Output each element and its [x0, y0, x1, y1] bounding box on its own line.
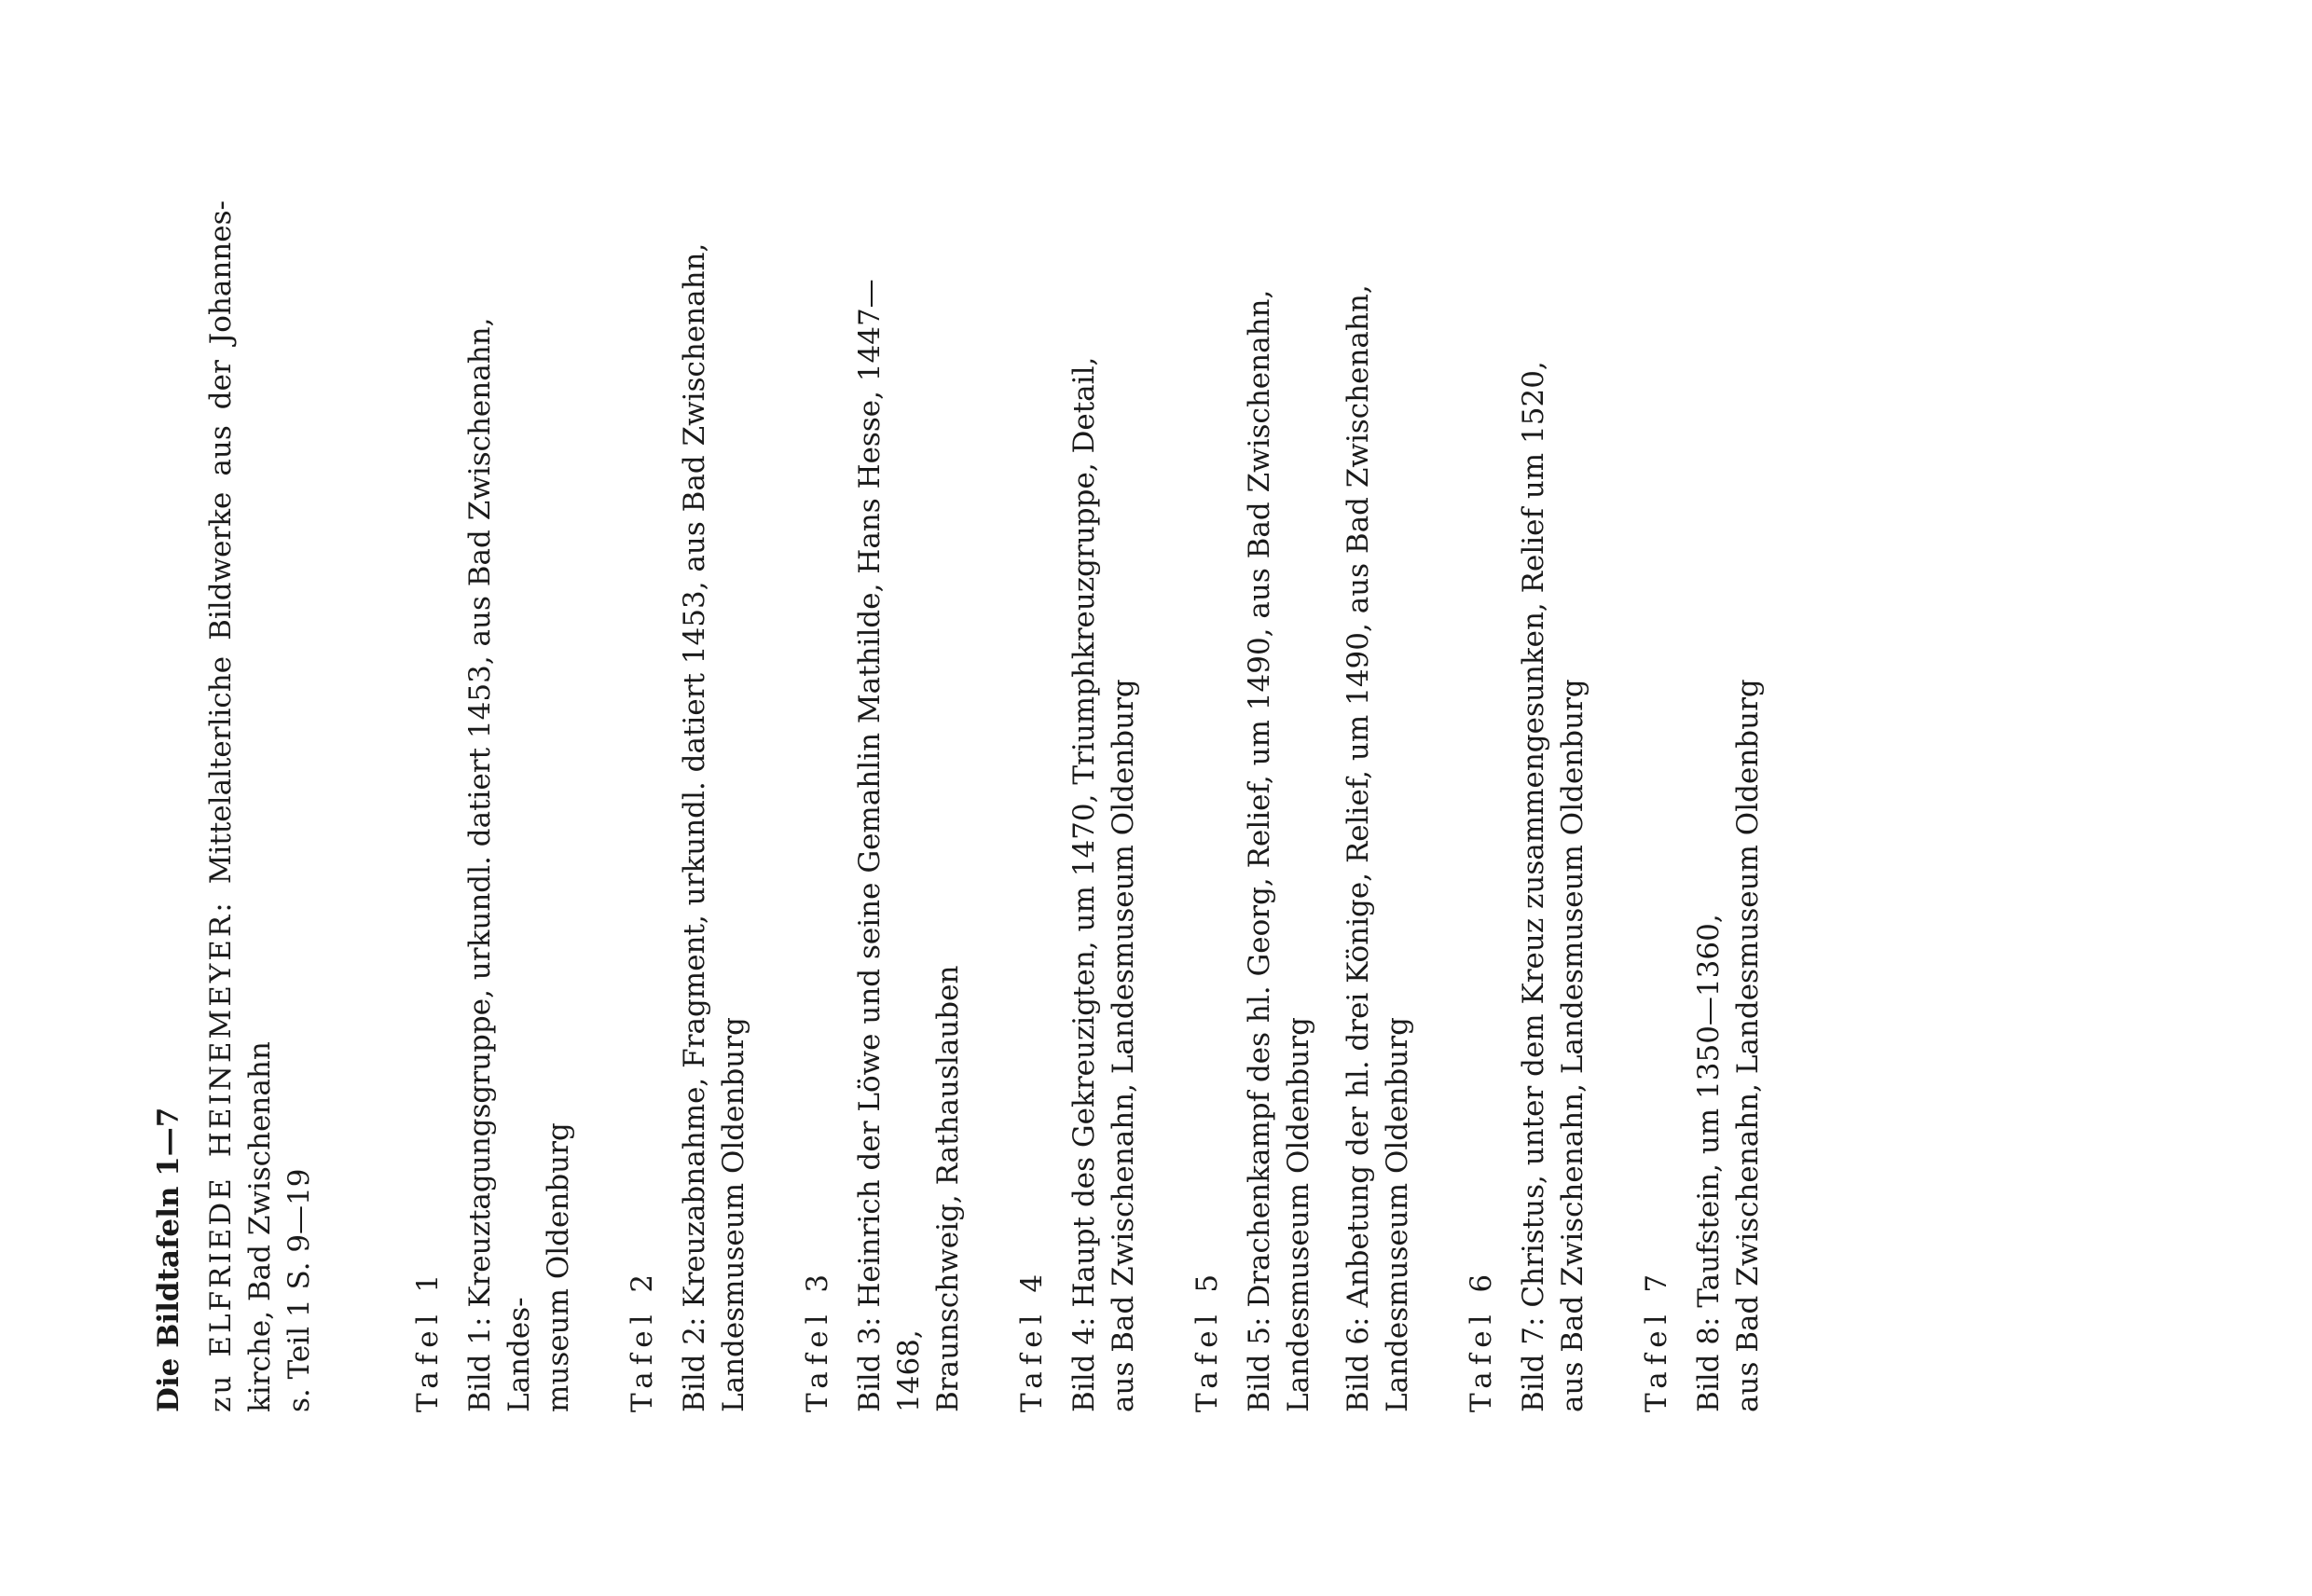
- caption-line: Bild 2: Kreuzabnahme, Fragment, urkundl. datiert 1453, aus Bad Zwischenahn,: [678, 242, 711, 1412]
- plate-section-6: [1462, 200, 1592, 1412]
- plate-section-3: [798, 200, 968, 1412]
- intro-line-3: s. Teil 1 S. 9—19: [282, 1168, 316, 1412]
- plate-section-2: [623, 200, 753, 1412]
- plate-section-7: [1637, 200, 1768, 1412]
- caption-line: Bild 3: Heinrich der Löwe und seine Gemahlin Mathilde, Hans Hesse, 1447—1468,: [853, 279, 926, 1412]
- caption-line: Braunschweig, Rathauslauben: [931, 965, 965, 1412]
- caption-line: Landesmuseum Oldenburg: [1381, 1017, 1414, 1412]
- plate-section-4: [1012, 200, 1143, 1412]
- article-title: Mittelalterliche Bildwerke aus der Johannes-: [204, 200, 238, 885]
- plate-heading: Tafel 6: [1465, 1267, 1498, 1412]
- author-name: ELFRIEDE HEINEMEYER:: [204, 900, 238, 1357]
- plate-heading: Tafel 4: [1015, 1267, 1049, 1412]
- plate-heading: Tafel 2: [626, 1267, 659, 1412]
- intro-line-1: [201, 200, 241, 1412]
- caption-line: aus Bad Zwischenahn, Landesmuseum Oldenburg: [1107, 679, 1140, 1412]
- caption-line: Bild 7: Christus, unter dem Kreuz zusammengesunken, Relief um 1520,: [1517, 361, 1550, 1412]
- caption-line: Bild 6: Anbetung der hl. drei Könige, Relief, um 1490, aus Bad Zwischenahn,: [1342, 284, 1375, 1412]
- intro-block: [201, 200, 319, 1412]
- intro-line-2: kirche, Bad Zwischenahn: [243, 1041, 277, 1412]
- caption-line: aus Bad Zwischenahn, Landesmuseum Oldenburg: [1556, 679, 1590, 1412]
- plate-heading: Tafel 5: [1190, 1267, 1224, 1412]
- caption-line: Landesmuseum Oldenburg: [1282, 1017, 1315, 1412]
- caption-line: Landesmuseum Oldenburg: [717, 1017, 750, 1412]
- caption-line: aus Bad Zwischenahn, Landesmuseum Oldenburg: [1731, 679, 1765, 1412]
- plate-section-5: [1188, 200, 1417, 1412]
- document-heading: Die Bildtafeln 1—7: [152, 1107, 186, 1412]
- caption-line: Bild 8: Taufstein, um 1350—1360,: [1692, 914, 1726, 1412]
- plate-heading: Tafel 3: [801, 1267, 834, 1412]
- plate-heading: Tafel 1: [411, 1267, 445, 1412]
- caption-line: Bild 1: Kreuztagungsgruppe, urkundl. datiert 1453, aus Bad Zwischenahn, Landes-: [463, 317, 536, 1412]
- intro-prefix: zu: [204, 1372, 238, 1412]
- plate-heading: Tafel 7: [1640, 1267, 1673, 1412]
- caption-line: museum Oldenburg: [542, 1122, 575, 1412]
- caption-line: Bild 4: Haupt des Gekreuzigten, um 1470, Triumphkreuzgruppe, Detail,: [1067, 356, 1101, 1412]
- caption-line: Bild 5: Drachenkampf des hl. Georg, Relief, um 1490, aus Bad Zwischenahn,: [1243, 289, 1276, 1412]
- plate-section-1: [408, 200, 578, 1412]
- rotated-text-block: [149, 200, 1768, 1412]
